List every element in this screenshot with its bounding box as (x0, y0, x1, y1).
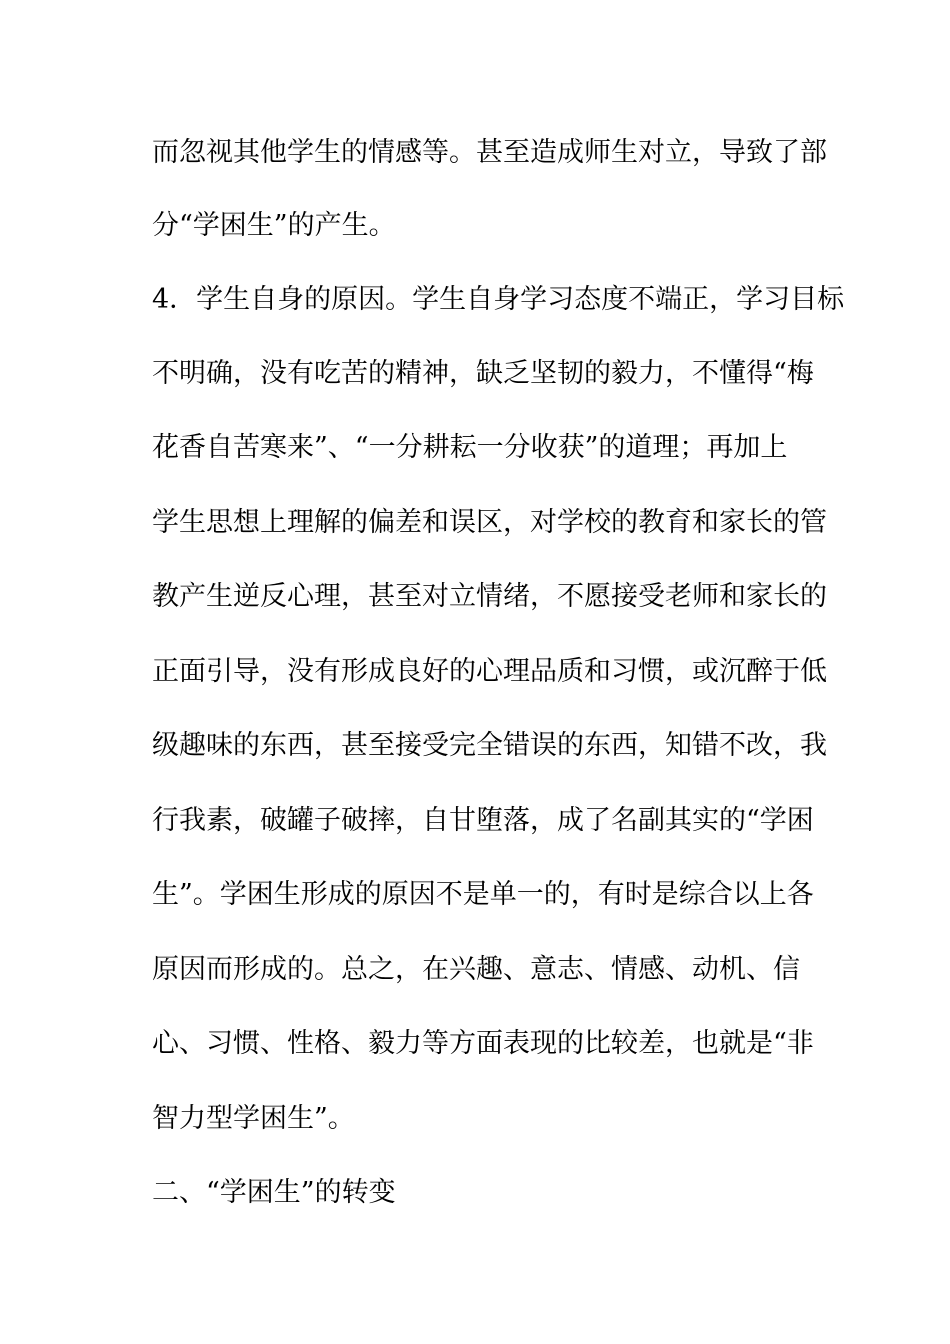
text-line: 4．学生自身的原因。学生自身学习态度不端正，学习目标 (152, 284, 845, 315)
text-line: 行我素，破罐子破摔，自甘堕落，成了名副其实的“学困 (152, 805, 814, 836)
section-heading: 二、“学困生”的转变 (152, 1177, 396, 1208)
text-line: 学生思想上理解的偏差和误区，对学校的教育和家长的管 (152, 507, 827, 538)
text-line: 生”。学困生形成的原因不是单一的，有时是综合以上各 (152, 879, 814, 910)
text-line: 智力型学困生”。 (152, 1103, 355, 1134)
text-line: 心、习惯、性格、毅力等方面表现的比较差，也就是“非 (152, 1028, 814, 1059)
text-line: 而忽视其他学生的情感等。甚至造成师生对立，导致了部 (152, 137, 827, 168)
text-line: 级趣味的东西，甚至接受完全错误的东西，知错不改，我 (152, 730, 827, 761)
text-line: 不明确，没有吃苦的精神，缺乏坚韧的毅力，不懂得“梅 (152, 358, 814, 389)
text-line: 教产生逆反心理，甚至对立情绪，不愿接受老师和家长的 (152, 581, 827, 612)
text-line: 原因而形成的。总之，在兴趣、意志、情感、动机、信 (152, 954, 800, 985)
text-line: 花香自苦寒来”、“一分耕耘一分收获”的道理；再加上 (152, 432, 788, 463)
text-line: 正面引导，没有形成良好的心理品质和习惯，或沉醉于低 (152, 656, 827, 687)
text-line: 分“学困生”的产生。 (152, 210, 396, 241)
